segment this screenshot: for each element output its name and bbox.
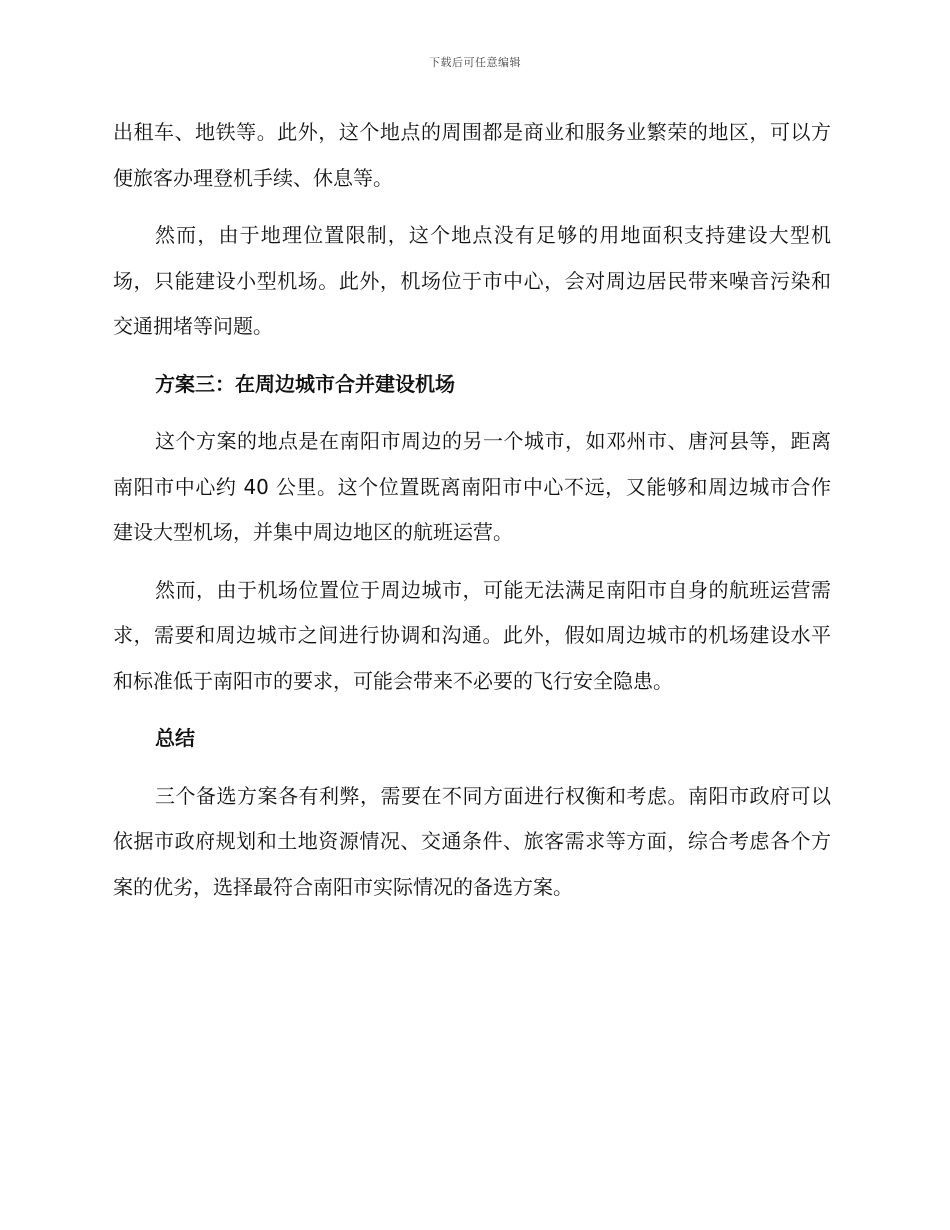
section-heading-summary: 总结 xyxy=(155,726,195,750)
paragraph-continuation: 出租车、地铁等。此外，这个地点的周围都是商业和服务业繁荣的地区，可以方便旅客办理登机手续、休息等。 xyxy=(113,120,831,190)
page-header: 下载后可任意编辑 xyxy=(429,56,521,69)
paragraph-option-three-drawbacks: 然而，由于机场位置位于周边城市，可能无法满足南阳市自身的航班运营需求，需要和周边城市之间进行协调和沟通。此外，假如周边城市的机场建设水平和标准低于南阳市的要求，可能会带来不必要的飞行安全隐患。 xyxy=(113,577,831,693)
paragraph-option-two-drawbacks: 然而，由于地理位置限制，这个地点没有足够的用地面积支持建设大型机场，只能建设小型机场。此外，机场位于市中心，会对周边居民带来噪音污染和交通拥堵等问题。 xyxy=(113,223,831,338)
paragraph-option-three-description: 这个方案的地点是在南阳市周边的另一个城市，如邓州市、唐河县等，距离南阳市中心约 40 公里。这个位置既离南阳市中心不远，又能够和周边城市合作建设大型机场，并集中周边地区的航班运营。 xyxy=(113,429,831,544)
paragraph-summary: 三个备选方案各有利弊，需要在不同方面进行权衡和考虑。南阳市政府可以依据市政府规划和土地资源情况、交通条件、旅客需求等方面，综合考虑各个方案的优劣，选择最符合南阳市实际情况的备选方案。 xyxy=(113,783,831,899)
section-heading-option-three: 方案三：在周边城市合并建设机场 xyxy=(155,371,455,396)
document-body xyxy=(113,110,831,910)
